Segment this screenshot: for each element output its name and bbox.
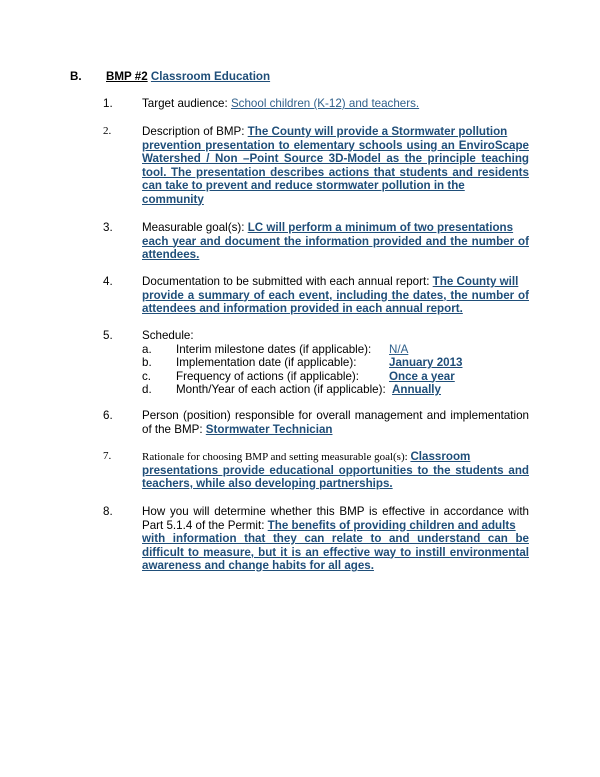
item-label-line: Person (position) responsible for overall management and implementation [142, 409, 529, 422]
item-text-line-1 [142, 275, 518, 289]
item-answer-line: The County will provide a Stormwater pollution [247, 125, 508, 138]
section-title-text: Classroom Education [150, 70, 271, 83]
item-answer-line: LC will perform a minimum of two presentations [247, 221, 514, 234]
item-answer-line: The County will [432, 275, 519, 288]
item-label: Description of BMP: [142, 125, 248, 138]
schedule-sub-label: Frequency of actions (if applicable): [176, 369, 360, 383]
item-number: 6. [103, 409, 113, 422]
section-bmp-label: BMP #2 [106, 70, 148, 83]
item-answer-line: tool. The presentation describes actions that students and residents [142, 165, 529, 179]
item-number: 8. [103, 505, 113, 518]
item-answer-line: Watershed / Non –Point Source 3D-Model as the principle teaching [142, 152, 529, 165]
item-answer-line: teachers, while also developing partnerships. [142, 477, 393, 490]
item-answer-line: prevention presentation to elementary schools using an EnviroScape [142, 138, 529, 152]
schedule-sub-label: Implementation date (if applicable): [176, 356, 357, 369]
schedule-sub-value: N/A [389, 342, 409, 356]
item-answer-line: awareness and change habits for all ages. [142, 559, 374, 572]
item-answer-line: presentations provide educational opportunities to the students and [142, 463, 529, 477]
item-answer-line: Classroom [410, 450, 471, 463]
item-answer: School children (K-12) and teachers. [230, 97, 420, 110]
item-text-line-2 [142, 423, 333, 437]
item-answer-line: difficult to measure, but it is an effective way to instill environmental [142, 545, 529, 559]
item-label: Schedule: [142, 329, 194, 342]
item-label: Rationale for choosing BMP and setting measurable goal(s): [142, 451, 411, 463]
schedule-sub-letter: a. [142, 342, 152, 356]
section-heading [0, 70, 600, 84]
schedule-sub-value: Once a year [389, 369, 455, 383]
item-answer-line: each year and document the information provided and the number of [142, 234, 529, 248]
section-letter: B. [70, 70, 82, 83]
item-number: 5. [103, 329, 113, 342]
schedule-sub-letter: b. [142, 356, 152, 369]
item-answer-line: attendees. [142, 248, 200, 261]
item-answer-line: The benefits of providing children and adults [267, 518, 516, 532]
item-answer-line: with information that they can relate to and understand can be [142, 532, 529, 545]
item-label: Documentation to be submitted with each annual report: [142, 275, 433, 288]
item-label: Target audience: [142, 97, 231, 110]
item-label-line: of the BMP: [142, 422, 206, 436]
schedule-sub-letter: d. [142, 383, 152, 396]
item-answer-line: can take to prevent and reduce stormwater pollution in the [142, 179, 465, 192]
schedule-sub-letter: c. [142, 369, 152, 383]
item-answer: Stormwater Technician [205, 422, 333, 436]
item-text [142, 97, 419, 111]
item-label: Measurable goal(s): [142, 221, 248, 234]
item-number: 7. [103, 450, 112, 462]
item-number: 2. [103, 125, 112, 137]
schedule-sub-value: Annually [392, 383, 441, 396]
item-text-line-1 [142, 221, 513, 235]
item-text-line-2 [142, 519, 516, 533]
item-number: 4. [103, 275, 113, 288]
section-title [106, 70, 270, 84]
item-text-line-1 [142, 125, 507, 139]
item-answer-line: community [142, 192, 204, 206]
item-answer-line: provide a summary of each event, including the dates, the number of [142, 288, 529, 302]
item-label-line: Part 5.1.4 of the Permit: [142, 518, 268, 532]
item-text-line-1 [142, 450, 470, 465]
schedule-sub-label: Interim milestone dates (if applicable): [176, 342, 372, 356]
item-answer-line: attendees and information provided in each annual report. [142, 302, 463, 315]
schedule-sub-label: Month/Year of each action (if applicable): [176, 383, 386, 396]
schedule-sub-value: January 2013 [389, 356, 463, 369]
item-number: 3. [103, 221, 113, 234]
item-number: 1. [103, 97, 113, 110]
item-label-line: How you will determine whether this BMP is effective in accordance with [142, 505, 529, 518]
